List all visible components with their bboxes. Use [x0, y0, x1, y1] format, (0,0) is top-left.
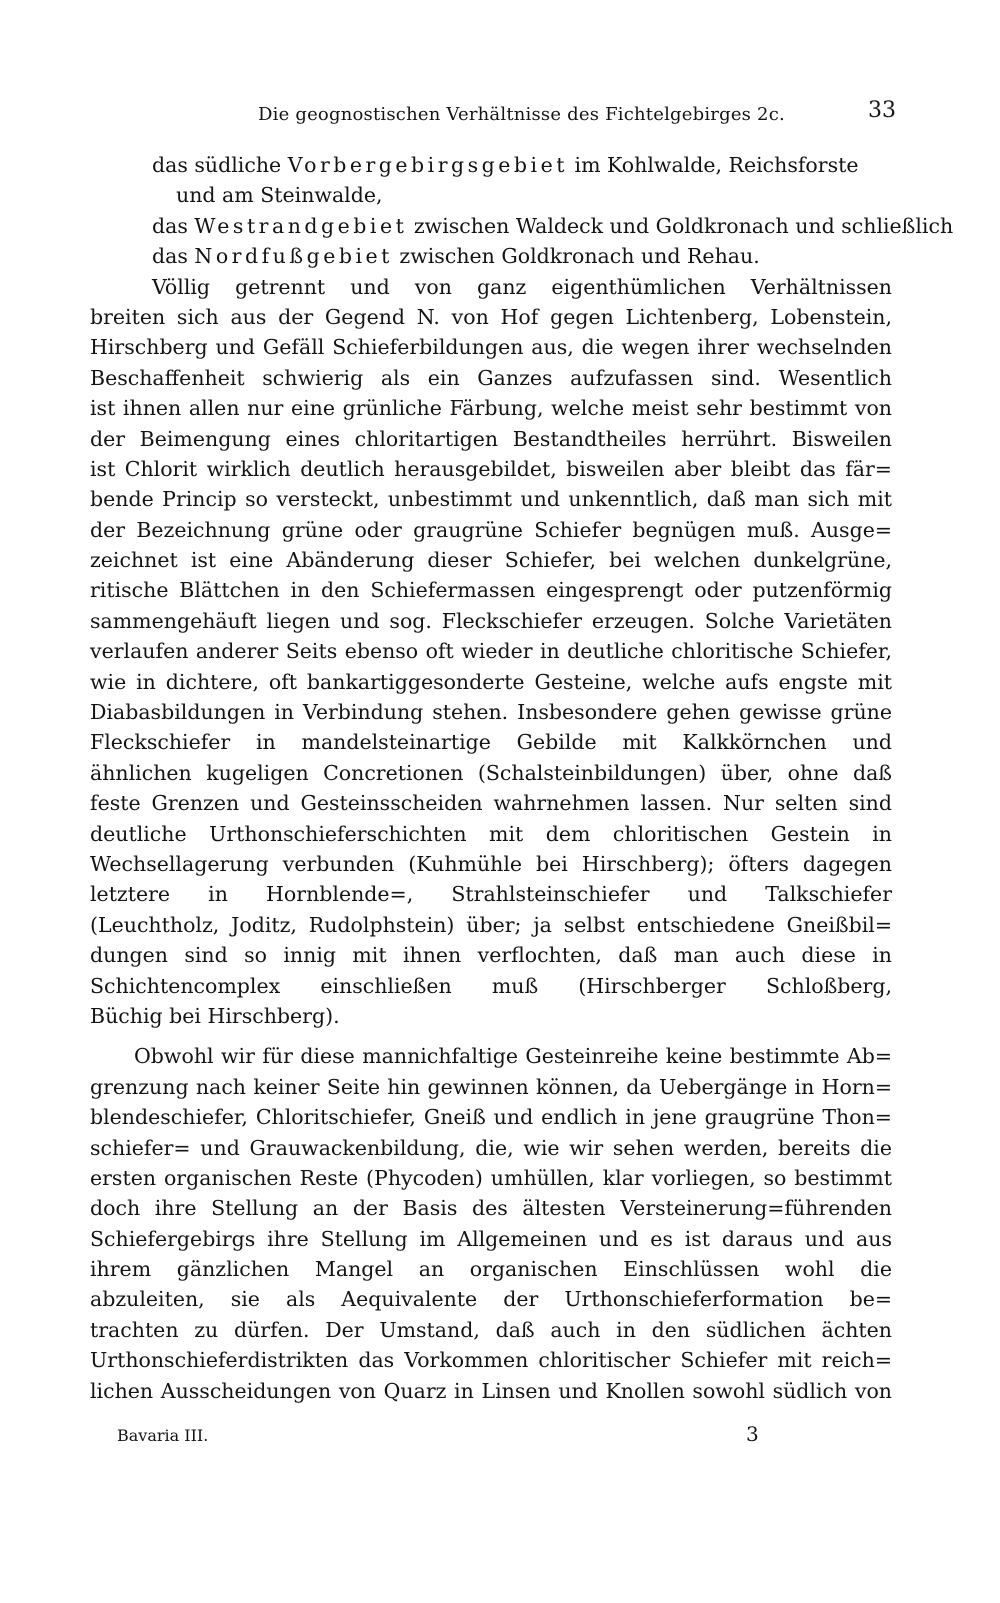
- list-item: und am Steinwalde,: [176, 183, 383, 208]
- text-line: der Beimengung eines chloritartigen Bestandtheiles herrührt. Bisweilen: [90, 426, 892, 451]
- list-item: das südliche Vorbergebirgsgebiet im Kohlwalde, Reichsforste: [152, 153, 859, 177]
- text-line: Schiefergebirgs ihre Stellung im Allgemeinen und es ist daraus und aus: [90, 1226, 892, 1251]
- text-line: Obwohl wir für diese mannichfaltige Gesteinreihe keine bestimmte Ab=: [134, 1044, 892, 1069]
- text-line: ähnlichen kugeligen Concretionen (Schalsteinbildungen) über, ohne daß: [90, 760, 892, 785]
- text-line: abzuleiten, sie als Aequivalente der Urthonschieferformation be=: [90, 1287, 892, 1312]
- paragraph-gap: [90, 1031, 892, 1041]
- text-line: lichen Ausscheidungen von Quarz in Linsen und Knollen sowohl südlich von: [90, 1378, 892, 1403]
- text-line: (Leuchtholz, Joditz, Rudolphstein) über; ja selbst entschiedene Gneißbil=: [90, 912, 892, 937]
- text-line: wie in dichtere, oft bankartiggesonderte Gesteine, welche aufs engste mit: [90, 669, 892, 694]
- text-line: zeichnet ist eine Abänderung dieser Schiefer, bei welchen dunkelgrüne,: [90, 548, 892, 573]
- body-text: [90, 150, 954, 1406]
- text-line: dungen sind so innig mit ihnen verflochten, daß man auch diese in: [90, 943, 892, 968]
- spaced-term: Nordfußgebiet: [194, 244, 393, 269]
- text-line: breiten sich aus der Gegend N. von Hof gegen Lichtenberg, Lobenstein,: [90, 304, 892, 329]
- text-line: ihrem gänzlichen Mangel an organischen Einschlüssen wohl die: [90, 1257, 892, 1282]
- text-line: ritische Blättchen in den Schiefermassen eingesprengt oder putzenförmig: [90, 578, 892, 603]
- text-line: Büchig bei Hirschberg).: [90, 1003, 340, 1028]
- paragraph-1: [90, 272, 892, 1032]
- text-line: Wechsellagerung verbunden (Kuhmühle bei Hirschberg); öfters dagegen: [90, 851, 892, 876]
- spaced-term: Westrandgebiet: [194, 213, 408, 238]
- sheet-number: 3: [746, 1422, 759, 1446]
- text-line: Urthonschieferdistrikten das Vorkommen chloritischer Schiefer mit reich=: [90, 1348, 892, 1373]
- text-line: ersten organischen Reste (Phycoden) umhüllen, klar vorliegen, so bestimmt: [90, 1165, 892, 1190]
- text-line: grenzung nach keiner Seite hin gewinnen können, da Uebergänge in Horn=: [90, 1074, 892, 1099]
- running-title: Die geognostischen Verhältnisse des Fichtelgebirges 2c.: [258, 104, 785, 125]
- text-line: Beschaffenheit schwierig als ein Ganzes aufzufassen sind. Wesentlich: [90, 365, 892, 390]
- spaced-term: Vorbergebirgsgebiet: [287, 153, 568, 177]
- page-footer: [0, 1420, 1000, 1460]
- text-line: der Bezeichnung grüne oder graugrüne Schiefer begnügen muß. Ausge=: [90, 517, 892, 542]
- text-line: Fleckschiefer in mandelsteinartige Gebilde mit Kalkkörnchen und: [90, 730, 892, 755]
- text-line: Hirschberg und Gefäll Schieferbildungen aus, die wegen ihrer wechselnden: [90, 335, 892, 360]
- running-head: [0, 96, 1000, 136]
- page-number: 33: [868, 98, 896, 123]
- text-line: ist ihnen allen nur eine grünliche Färbung, welche meist sehr bestimmt von: [90, 396, 892, 421]
- text-line: Völlig getrennt und von ganz eigenthümlichen Verhältnissen: [152, 274, 892, 299]
- text-line: trachten zu dürfen. Der Umstand, daß auch in den südlichen ächten: [90, 1317, 892, 1342]
- text-line: deutliche Urthonschieferschichten mit dem chloritischen Gestein in: [90, 821, 892, 846]
- text-line: letztere in Hornblende=, Strahlsteinschiefer und Talkschiefer: [90, 882, 892, 907]
- text-line: bende Princip so versteckt, unbestimmt und unkenntlich, daß man sich mit: [90, 487, 892, 512]
- text-line: Schichtencomplex einschließen muß (Hirschberger Schloßberg,: [90, 973, 892, 998]
- text-line: schiefer= und Grauwackenbildung, die, wie wir sehen werden, bereits die: [90, 1135, 892, 1160]
- paragraph-2: [90, 1041, 892, 1406]
- list-item: das Nordfußgebiet zwischen Goldkronach und Rehau.: [152, 244, 760, 269]
- text-line: blendeschiefer, Chloritschiefer, Gneiß und endlich in jene graugrüne Thon=: [90, 1105, 892, 1130]
- signature-mark: Bavaria III.: [117, 1426, 209, 1445]
- text-line: doch ihre Stellung an der Basis des ältesten Versteinerung=führenden: [90, 1196, 892, 1221]
- text-line: ist Chlorit wirklich deutlich herausgebildet, bisweilen aber bleibt das fär=: [90, 456, 892, 481]
- text-line: feste Grenzen und Gesteinsscheiden wahrnehmen lassen. Nur selten sind: [90, 791, 892, 816]
- region-list: [90, 150, 954, 272]
- list-item: das Westrandgebiet zwischen Waldeck und Goldkronach und schließlich: [152, 213, 954, 238]
- text-line: verlaufen anderer Seits ebenso oft wieder in deutliche chloritische Schiefer,: [90, 639, 892, 664]
- text-line: Diabasbildungen in Verbindung stehen. Insbesondere gehen gewisse grüne: [90, 700, 892, 725]
- text-line: sammengehäuft liegen und sog. Fleckschiefer erzeugen. Solche Varietäten: [90, 608, 892, 633]
